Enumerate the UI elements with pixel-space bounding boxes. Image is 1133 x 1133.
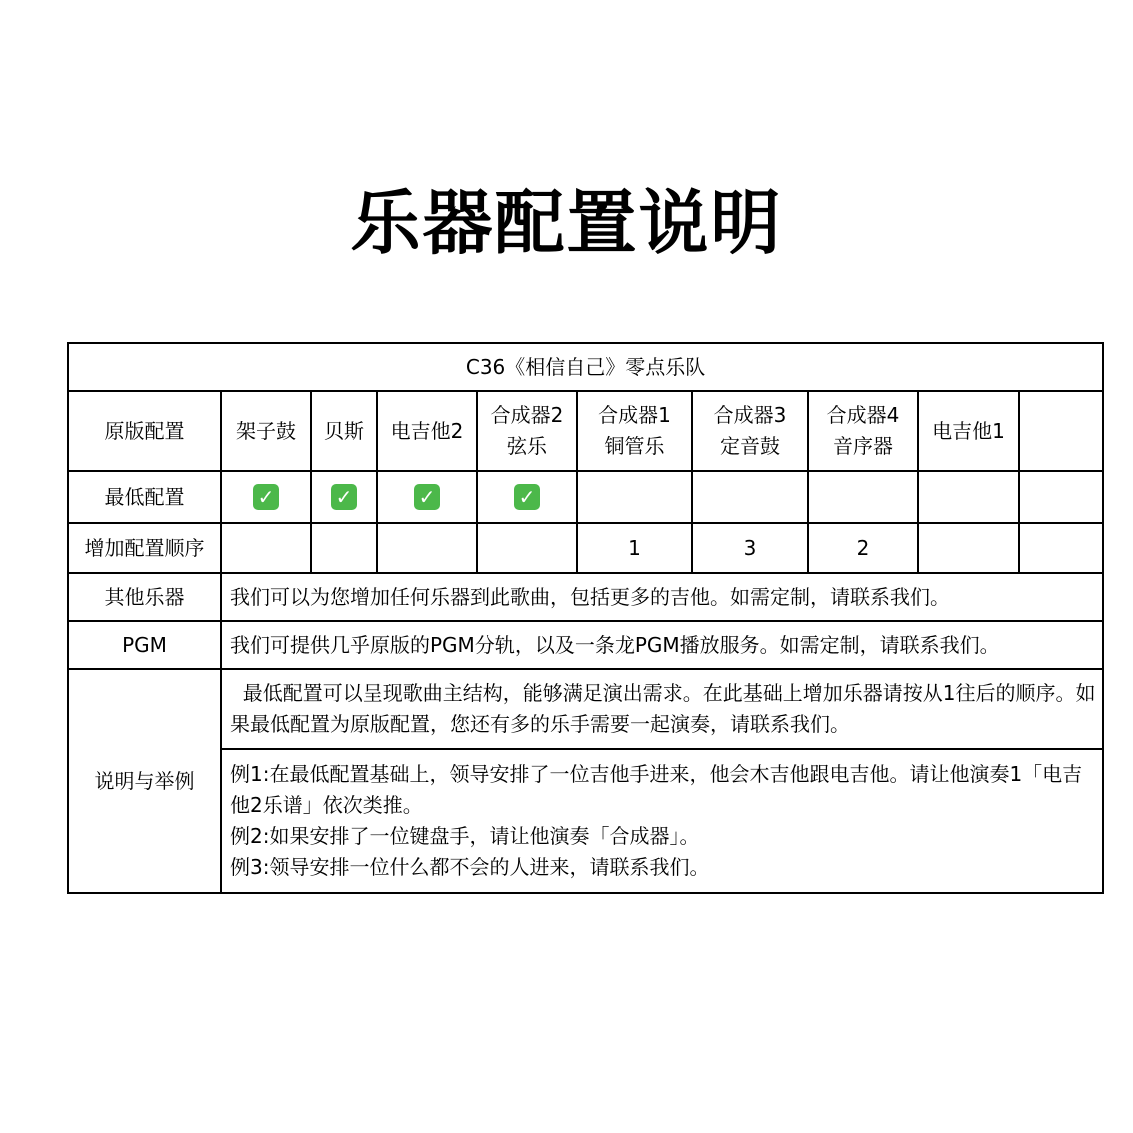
- song-title: C36《相信自己》零点乐队: [68, 343, 1103, 391]
- check-cell: [808, 471, 918, 523]
- order-cell: 3: [692, 523, 808, 573]
- row-label-minimum: 最低配置: [68, 471, 221, 523]
- order-cell: [377, 523, 477, 573]
- order-cell: [1019, 523, 1103, 573]
- instrument-cell: 电吉他1: [918, 391, 1019, 471]
- notes-row: [68, 669, 1103, 749]
- order-cell: 1: [577, 523, 692, 573]
- order-cell: 2: [808, 523, 918, 573]
- instrument-cell: 合成器1 铜管乐: [577, 391, 692, 471]
- page-title: 乐器配置说明: [350, 182, 783, 264]
- examples-row: [68, 749, 1103, 893]
- row-label-order: 增加配置顺序: [68, 523, 221, 573]
- check-cell: [221, 471, 311, 523]
- example-item: 例3:领导安排一位什么都不会的人进来，请联系我们。: [230, 855, 710, 879]
- pgm-text: 我们可提供几乎原版的PGM分轨，以及一条龙PGM播放服务。如需定制，请联系我们。: [221, 621, 1103, 669]
- other-instruments-row: [68, 573, 1103, 621]
- order-cell: [311, 523, 377, 573]
- order-cell: [477, 523, 577, 573]
- check-cell: [1019, 471, 1103, 523]
- instrument-cell: 贝斯: [311, 391, 377, 471]
- check-icon: ✓: [331, 484, 357, 510]
- order-row: [68, 523, 1103, 573]
- minimum-config-row: [68, 471, 1103, 523]
- row-label-pgm: PGM: [68, 621, 221, 669]
- original-config-row: [68, 391, 1103, 471]
- examples-cell: [221, 749, 1103, 893]
- instrument-cell: 架子鼓: [221, 391, 311, 471]
- check-cell: [577, 471, 692, 523]
- check-cell: [377, 471, 477, 523]
- instrument-cell: 合成器4 音序器: [808, 391, 918, 471]
- instrument-cell: 合成器2 弦乐: [477, 391, 577, 471]
- check-icon: ✓: [253, 484, 279, 510]
- row-label-other: 其他乐器: [68, 573, 221, 621]
- example-item: 例1:在最低配置基础上，领导安排了一位吉他手进来，他会木吉他跟电吉他。请让他演奏1「电吉他2乐谱」依次类推。: [230, 762, 1083, 817]
- row-label-notes: 说明与举例: [68, 669, 221, 893]
- check-cell: [692, 471, 808, 523]
- check-cell: [918, 471, 1019, 523]
- note-paragraph: 最低配置可以呈现歌曲主结构，能够满足演出需求。在此基础上增加乐器请按从1往后的顺序。如果最低配置为原版配置，您还有多的乐手需要一起演奏，请联系我们。: [221, 669, 1103, 749]
- order-cell: [221, 523, 311, 573]
- check-icon: ✓: [514, 484, 540, 510]
- other-text: 我们可以为您增加任何乐器到此歌曲，包括更多的吉他。如需定制，请联系我们。: [221, 573, 1103, 621]
- instrument-cell: 电吉他2: [377, 391, 477, 471]
- instrument-cell: [1019, 391, 1103, 471]
- check-icon: ✓: [414, 484, 440, 510]
- example-item: 例2:如果安排了一位键盘手，请让他演奏「合成器」。: [230, 824, 700, 848]
- check-cell: [311, 471, 377, 523]
- order-cell: [918, 523, 1019, 573]
- check-cell: [477, 471, 577, 523]
- instrument-cell: 合成器3 定音鼓: [692, 391, 808, 471]
- instrument-config-table: [67, 342, 1104, 894]
- row-label-original: 原版配置: [68, 391, 221, 471]
- pgm-row: [68, 621, 1103, 669]
